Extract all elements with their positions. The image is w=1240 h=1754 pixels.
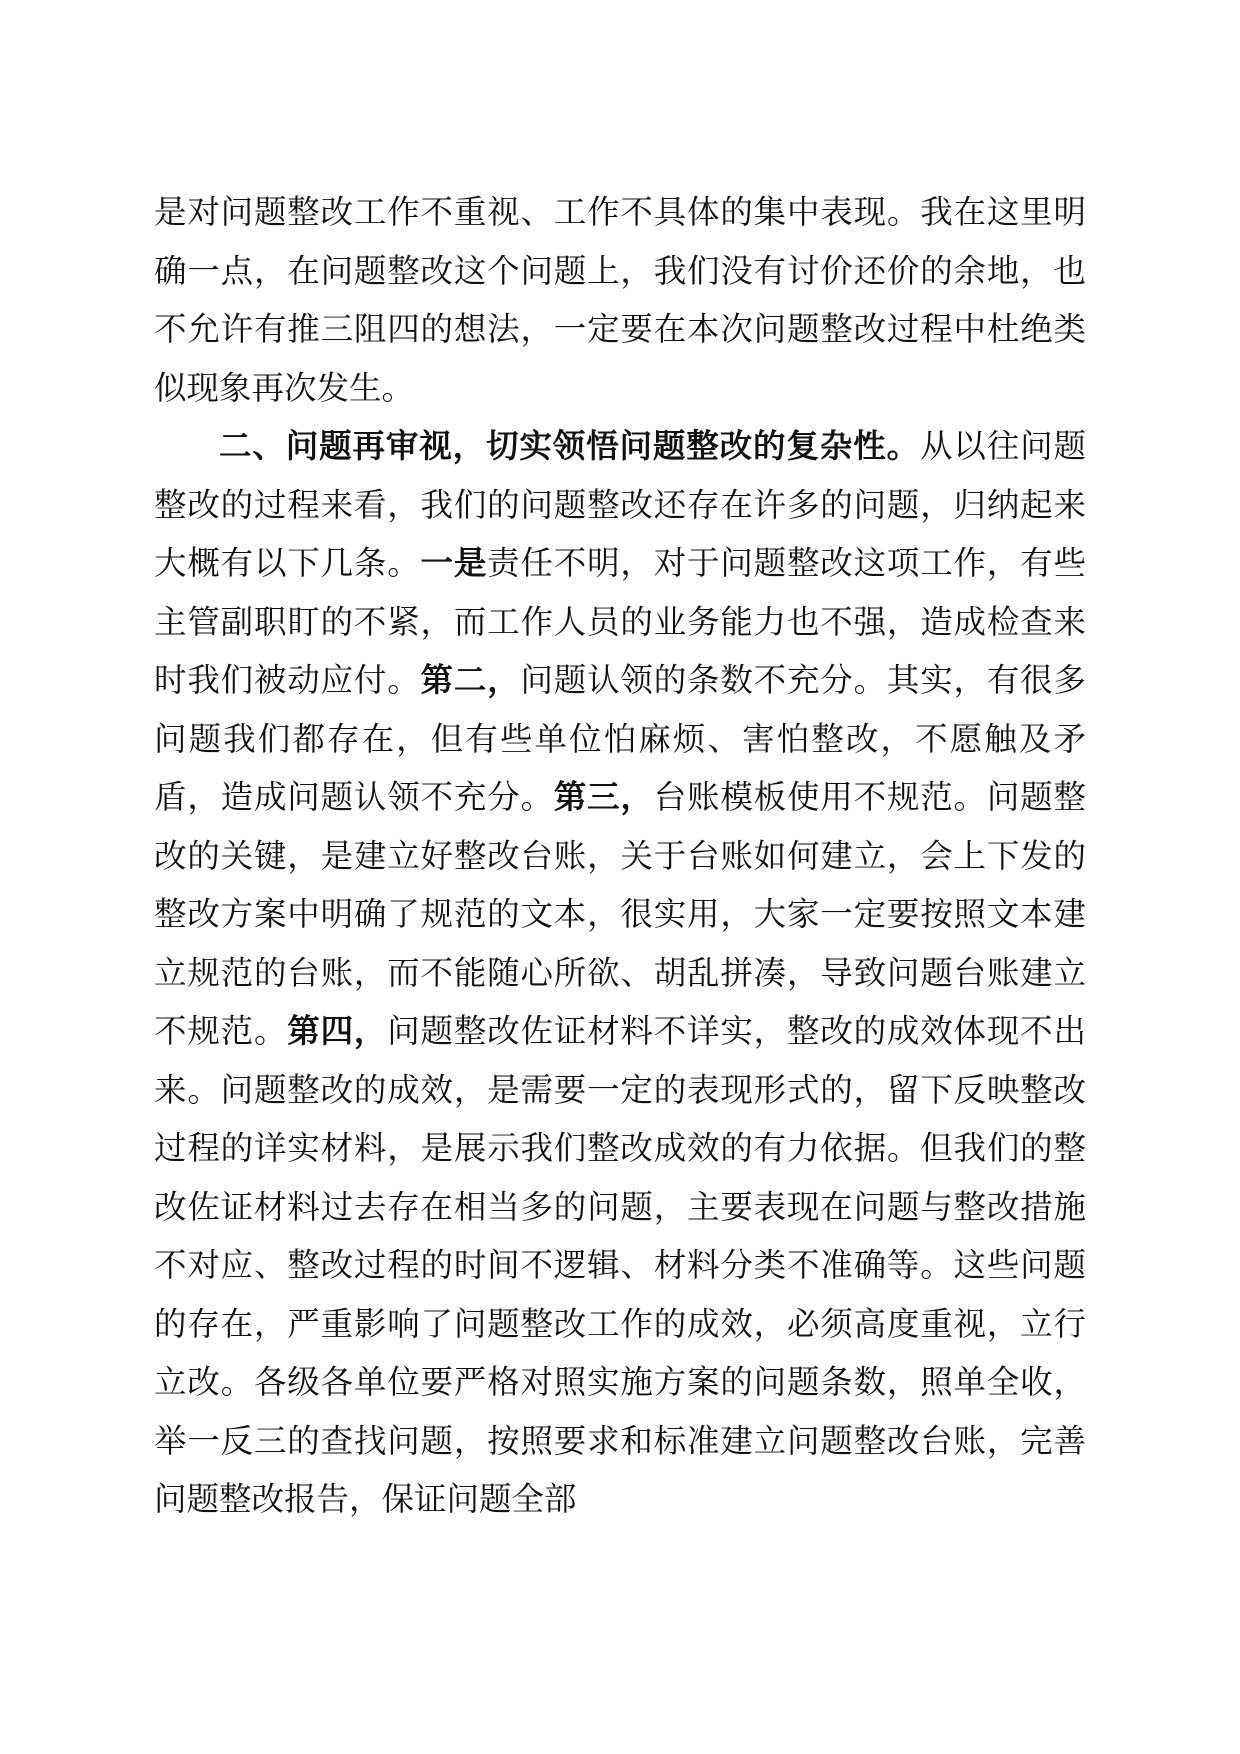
paragraph-text: 从以往问题整改的过程来看，我们的问题整改还存在许多的问题，归纳起来大概有以下几条。 <box>154 427 1086 582</box>
paragraph-text: 问题认领的条数不充分。其实，有很多问题我们都存在，但有些单位怕麻烦、害怕整改，不愿触及矛盾，造成问题认领不充分。 <box>154 661 1086 816</box>
enumeration-marker-2: 第二， <box>420 661 521 699</box>
paragraph-text: 责任不明，对于问题整改这项工作，有些主管副职盯的不紧，而工作人员的业务能力也不强，造成检查来时我们被动应付。 <box>154 544 1086 699</box>
enumeration-marker-1: 一是 <box>420 544 488 582</box>
section-heading: 二、问题再审视，切实领悟问题整改的复杂性。 <box>219 427 920 465</box>
document-body <box>154 183 1086 1529</box>
enumeration-marker-3: 第三， <box>553 778 654 816</box>
paragraph-section-two <box>154 417 1086 1529</box>
paragraph-text: 是对问题整改工作不重视、工作不具体的集中表现。我在这里明确一点，在问题整改这个问题上，我们没有讨价还价的余地，也不允许有推三阻四的想法，一定要在本次问题整改过程中杜绝类似现象再次发生。 <box>154 193 1086 407</box>
paragraph-text: 台账模板使用不规范。问题整改的关键，是建立好整改台账，关于台账如何建立，会上下发的整改方案中明确了规范的文本，很实用，大家一定要按照文本建立规范的台账，而不能随心所欲、胡乱拼凑，导致问题台账建立不规范。 <box>154 778 1086 1050</box>
paragraph-continuation <box>154 183 1086 417</box>
paragraph-text: 问题整改佐证材料不详实，整改的成效体现不出来。问题整改的成效，是需要一定的表现形式的，留下反映整改过程的详实材料，是展示我们整改成效的有力依据。但我们的整改佐证材料过去存在相当多的问题，主要表现在问题与整改措施不对应、整改过程的时间不逻辑、材料分类不准确等。这些问题的存在，严重影响了问题整改工作的成效，必须高度重视，立行立改。各级各单位要严格对照实施方案的问题条数，照单全收，举一反三的查找问题，按照要求和标准建立问题整改台账，完善问题整改报告，保证问题全部 <box>154 1012 1086 1518</box>
enumeration-marker-4: 第四， <box>287 1012 388 1050</box>
